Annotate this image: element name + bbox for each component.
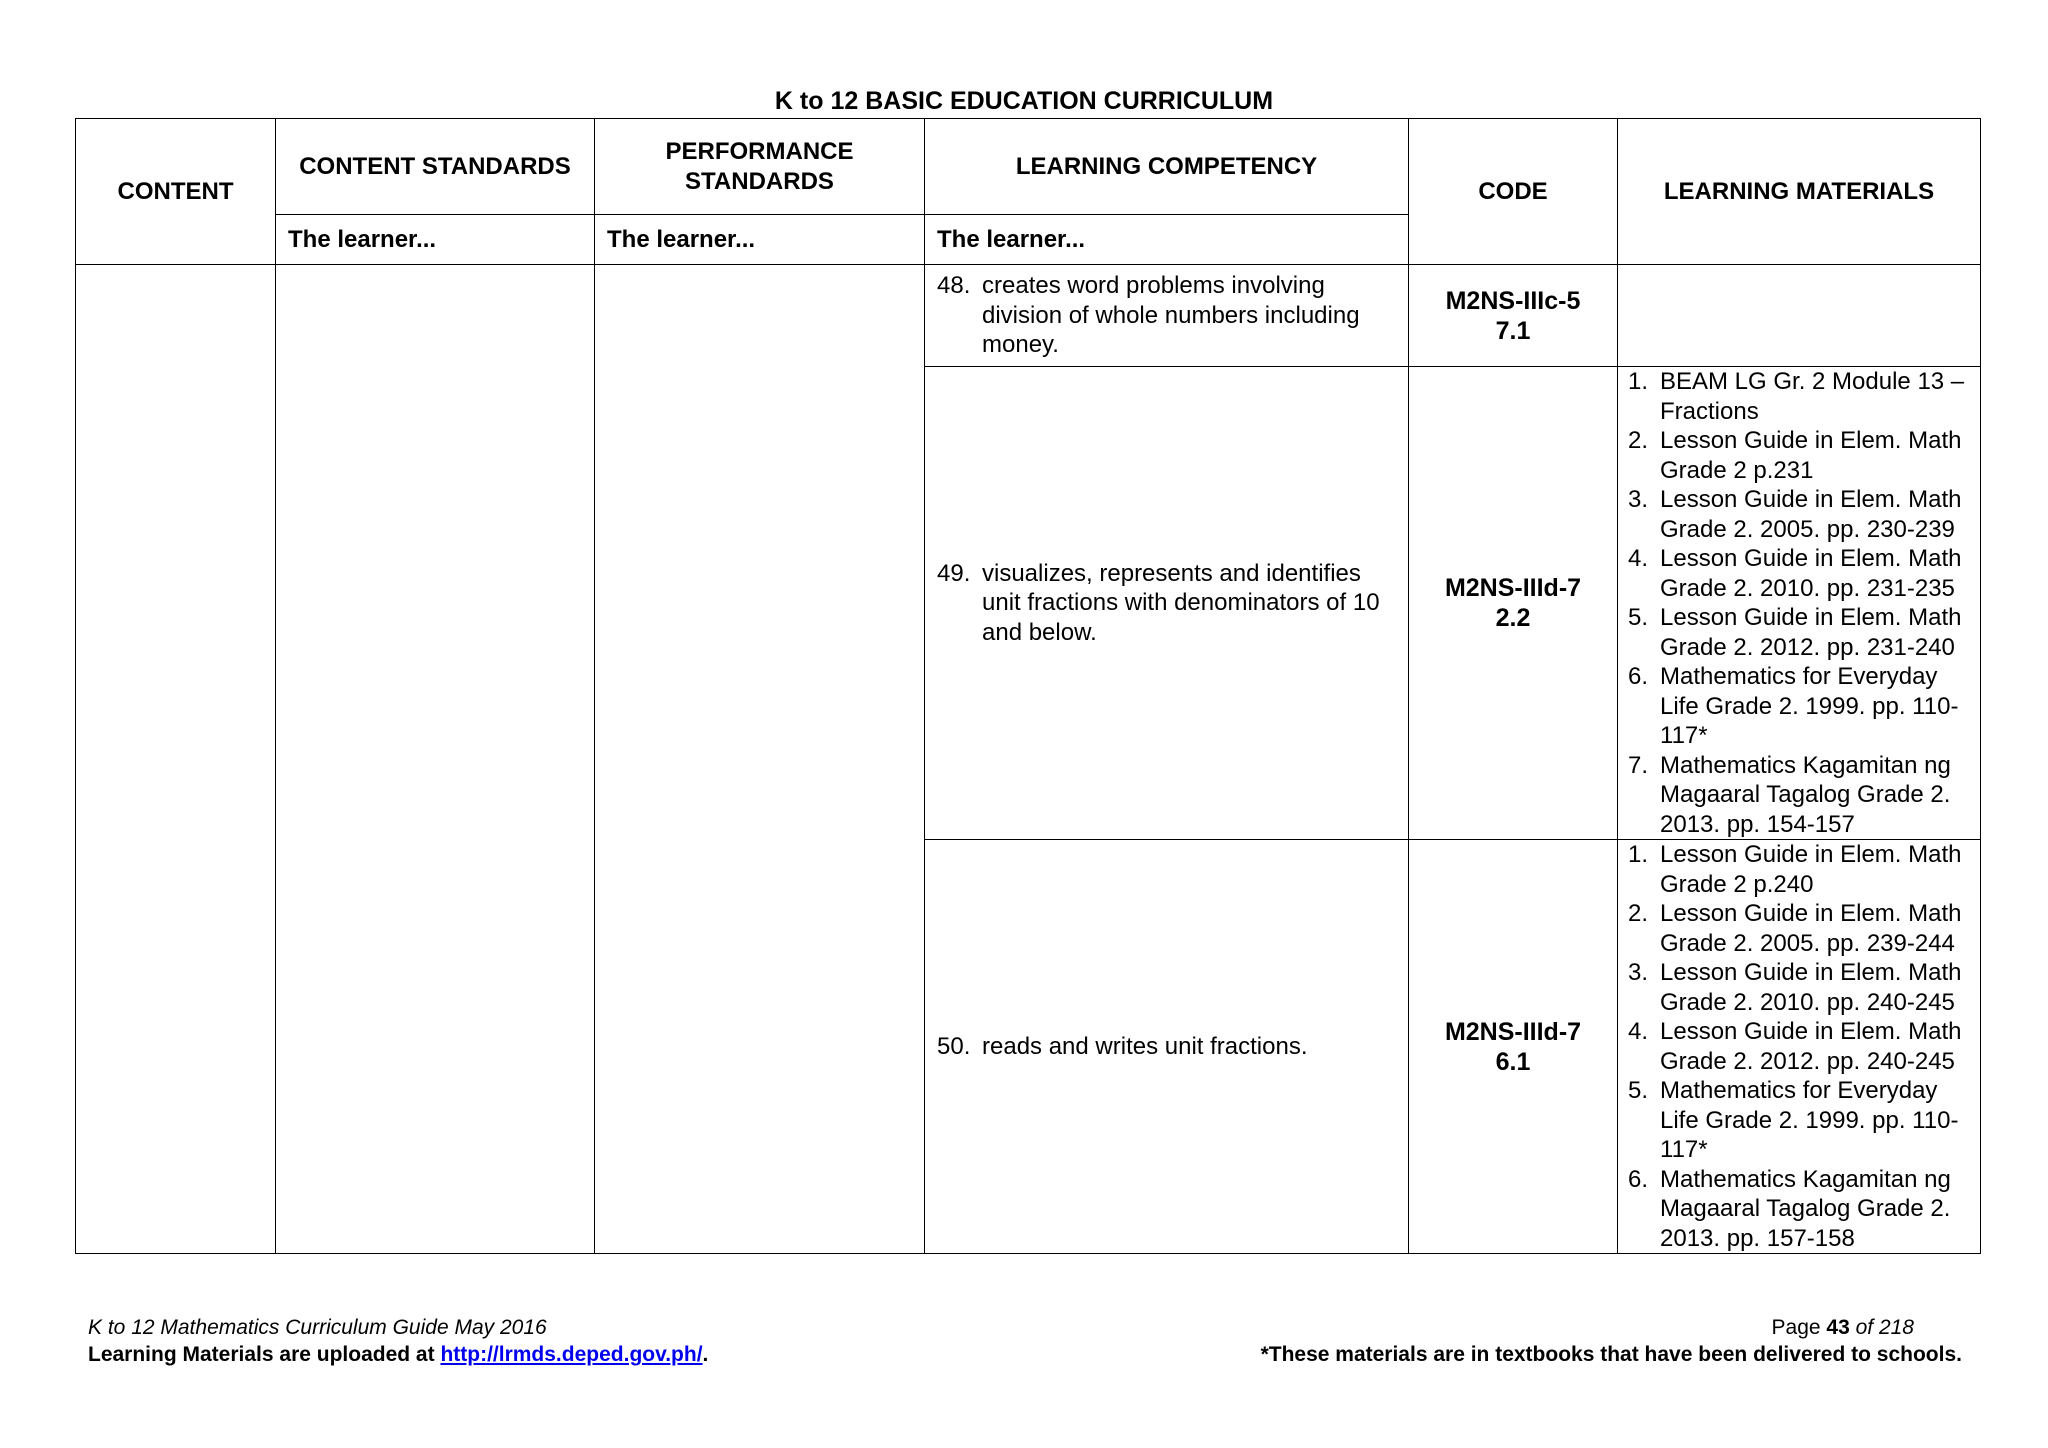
footer-upload-suffix: . [702,1343,709,1366]
footer-left [88,1314,708,1368]
list-item [1628,1017,1972,1076]
code-cell [1409,367,1618,840]
list-item-number: 3. [1628,959,1649,986]
list-item-text: Lesson Guide in Elem. Math Grade 2. 2012. pp. 231-240 [1660,604,1962,661]
list-item [1628,426,1972,485]
page-indicator [1261,1314,1962,1341]
list-item [1628,485,1972,544]
list-item-number: 2. [1628,427,1649,454]
page-total: of 218 [1849,1316,1914,1339]
competency-number: 50. [937,1032,971,1060]
content-standards-cell [276,265,595,1254]
list-item [1628,958,1972,1017]
header-performance-standards-label: PERFORMANCE STANDARDS [665,138,854,195]
list-item-text: Lesson Guide in Elem. Math Grade 2. 2005. pp. 239-244 [1660,900,1962,957]
competency-text: creates word problems involving division of whole numbers including money. [982,272,1360,359]
list-item [1628,544,1972,603]
list-item-text: Lesson Guide in Elem. Math Grade 2. 2005. pp. 230-239 [1660,486,1962,543]
list-item-number: 1. [1628,368,1649,395]
materials-list [1628,367,1972,839]
header-performance-standards [595,119,925,215]
competency-number: 48. [937,272,971,300]
subheader-learning-competency: The learner... [925,215,1409,265]
list-item-number: 6. [1628,1165,1649,1193]
list-item [1628,603,1972,662]
list-item [1628,1076,1972,1165]
footer-guide-title: K to 12 Mathematics Curriculum Guide May 2016 [88,1316,547,1339]
code-cell [1409,265,1618,367]
list-item-text: Lesson Guide in Elem. Math Grade 2 p.240 [1660,841,1962,898]
list-item-number: 4. [1628,1018,1649,1045]
competency-text: reads and writes unit fractions. [982,1032,1308,1060]
page-label: Page [1771,1316,1827,1339]
list-item-text: Lesson Guide in Elem. Math Grade 2 p.231 [1660,427,1962,484]
document-title: K to 12 BASIC EDUCATION CURRICULUM [774,87,1274,115]
list-item-text: BEAM LG Gr. 2 Module 13 – Fractions [1660,368,1965,425]
list-item-text: Mathematics Kagamitan ng Magaaral Tagalog Grade 2. 2013. pp. 154-157 [1660,751,1951,838]
code-label: M2NS-IIId-76.1 [1444,1017,1582,1076]
list-item [1628,751,1972,840]
header-code: CODE [1409,119,1618,265]
list-item [1628,662,1972,751]
competency-cell [925,265,1409,367]
competency-number: 49. [937,559,971,587]
list-item-number: 3. [1628,486,1649,513]
footer-upload-line [88,1341,708,1368]
list-item-text: Mathematics for Everyday Life Grade 2. 1999. pp. 110-117* [1660,663,1959,749]
header-content-standards: CONTENT STANDARDS [276,119,595,215]
code-label: M2NS-IIId-72.2 [1444,574,1582,632]
list-item-number: 5. [1628,604,1649,631]
materials-cell [1618,840,1981,1254]
page-number: 43 [1826,1316,1850,1339]
header-content: CONTENT [76,119,276,265]
footer-upload-prefix: Learning Materials are uploaded at [88,1343,441,1366]
list-item [1628,840,1972,899]
footer-right [1261,1314,1962,1368]
list-item [1628,367,1972,426]
list-item-number: 6. [1628,663,1649,690]
footer-note: *These materials are in textbooks that have been delivered to schools. [1260,1343,1962,1366]
list-item-number: 4. [1628,545,1649,572]
list-item-number: 2. [1628,900,1649,927]
list-item-text: Lesson Guide in Elem. Math Grade 2. 2010. pp. 231-235 [1660,545,1962,602]
code-cell [1409,840,1618,1254]
list-item-text: Mathematics for Everyday Life Grade 2. 1999. pp. 110-117* [1660,1077,1959,1163]
lrmds-link[interactable]: http://lrmds.deped.gov.ph/ [440,1343,703,1366]
content-cell [76,265,276,1254]
competency-cell [925,367,1409,840]
code-label: M2NS-IIIc-57.1 [1445,286,1581,345]
performance-standards-cell [595,265,925,1254]
list-item-text: Lesson Guide in Elem. Math Grade 2. 2010. pp. 240-245 [1660,959,1962,1016]
list-item-text: Mathematics Kagamitan ng Magaaral Tagalog Grade 2. 2013. pp. 157-158 [1660,1165,1951,1252]
subheader-content-standards: The learner... [276,215,595,265]
list-item-number: 5. [1628,1077,1649,1104]
list-item [1628,899,1972,958]
header-learning-competency: LEARNING COMPETENCY [925,119,1409,215]
table-row [76,265,1981,367]
curriculum-table [75,118,1981,1254]
list-item-number: 1. [1628,841,1649,868]
materials-list [1628,840,1972,1253]
subheader-performance-standards: The learner... [595,215,925,265]
competency-text: visualizes, represents and identifies unit fractions with denominators of 10 and below. [982,559,1380,646]
list-item [1628,1165,1972,1254]
list-item-number: 7. [1628,751,1649,779]
materials-cell [1618,265,1981,367]
list-item-text: Lesson Guide in Elem. Math Grade 2. 2012. pp. 240-245 [1660,1018,1962,1075]
competency-cell [925,840,1409,1254]
materials-cell [1618,367,1981,840]
header-learning-materials: LEARNING MATERIALS [1618,119,1981,265]
